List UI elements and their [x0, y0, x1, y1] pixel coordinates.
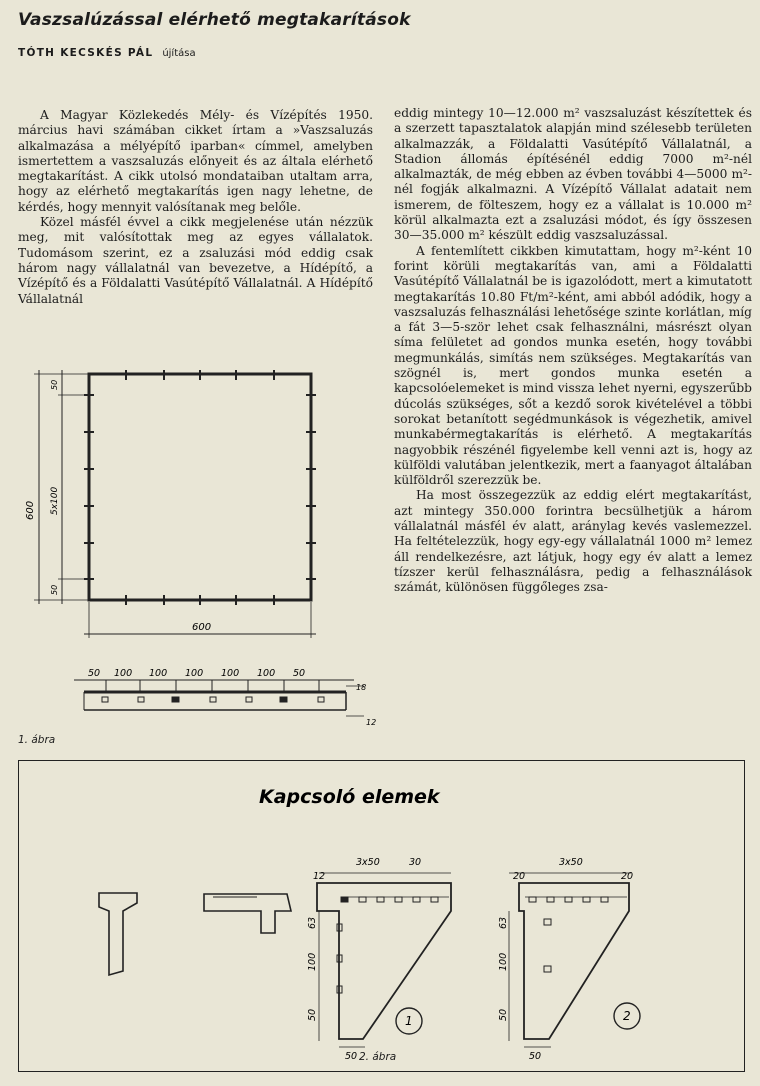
figure-2-caption: 2. ábra [359, 1051, 397, 1063]
left-column [18, 108, 373, 307]
element-number: 1 [405, 1014, 413, 1028]
paragraph: Közel másfél évvel a cikk megjelenése után nézzük meg, mit valósítottak meg az egyes vállalatok. Tudomásom szerint, ez a zsaluzási mód eddig csak három nagy vállalatnál van bevezetve, a Hídépítő, a Vízépítő és a Földalatti Vasútépítő Vállalatnál. A Hídépítő Vállalatnál [18, 215, 373, 306]
element-number: 2 [623, 1009, 631, 1023]
dim-label: 50 [529, 1051, 542, 1062]
strip-label: 50 [293, 668, 306, 679]
connector-element-2 [509, 873, 640, 1047]
strip-label: 100 [149, 668, 168, 679]
dim-width: 600 [192, 622, 212, 633]
paragraph: A Magyar Közlekedés Mély- és Vízépítés 1950. március havi számában cikket írtam a »Vaszsaluzás alkalmazása a mélyépítő iparban« címmel, amelyben ismertettem a vaszsaluzás előnyeit és az általa elérhető megtakarítást. A cikk utolsó mondataiban utaltam arra, hogy az elérhető megtakarítás igen nagy lehetne, de kérdés, hogy mennyit valósítanak meg belőle. [18, 108, 373, 214]
dim-label: 3x50 [559, 857, 583, 868]
dim-inner: 5x100 [50, 486, 60, 515]
article-byline [18, 47, 196, 59]
dim-label: 20 [621, 871, 634, 882]
dim-label: 100 [498, 952, 509, 971]
strip-label: 100 [221, 668, 240, 679]
dim-top: 50 [50, 379, 59, 390]
dim-label: 100 [307, 952, 318, 971]
dim-label: 20 [513, 871, 526, 882]
figure-2-drawing [19, 761, 743, 1070]
dim-label: 50 [498, 1008, 509, 1021]
thickness-bottom: 12 [366, 718, 377, 727]
thickness-top: 18 [356, 683, 367, 692]
article-title: Vaszsalúzással elérhető megtakarítások [18, 10, 411, 30]
panel-outline [89, 374, 311, 600]
strip-label: 50 [88, 668, 101, 679]
strip-label: 100 [257, 668, 276, 679]
strip-label: 100 [114, 668, 133, 679]
figure-2 [18, 760, 745, 1072]
t-element [204, 894, 291, 933]
paragraph: eddig mintegy 10—12.000 m² vaszsaluzást készítettek és a szerzett tapasztalatok alapján mind szélesebb területen alkalmazzák, a Földalatti Vasútépítő Vállalatnál, a Stadion állomás építésénél eddig 7000 m²-nél alkalmazták, de még ebben az évben további 4—5000 m²-nél fogják alkalmazni. A Vízépítő Vállalat adatait nem ismerem, de fölteszem, hogy ez a vállalat is 10.000 m² körül alkalmazta ezt a zsaluzási módot, és így összesen 30—35.000 m² készült eddig vaszsaluzással. [394, 106, 752, 243]
paragraph: A fentemlített cikkben kimutattam, hogy m²-ként 10 forint körüli megtakarítás van, ami a Földalatti Vasútépítő Vállalatnál be is igazolódott, mert a kimutatott megtakarítás 10.80 Ft/m²-ként, ami abból adódik, hogy a vaszsaluzás felhasználási lehetősége szinte korlátlan, míg a fát 3—5-ször lehet csak felhasználni, másrészt olyan síma felületet ad gondos munka esetén, hogy további megmunkálás, simítás nem szükséges. Megtakarítás van szögnél is, mert gondos munka esetén a kapcsolóelemeket is mind vissza lehet nyerni, egyszerűbb dúcolás szükséges, sőt a kezdő sorok kivételével a többi sorokat betanított segédmunkások is végezhetik, amivel munkabérmegtakarítás is elérhető. A megtakarítás nagyobbik részénél figyelembe kell venni azt is, hogy az külföldi valutában jelentkezik, mert a faanyagot általában külföldről szerezzük be. [394, 243, 752, 488]
connector-element-1 [317, 873, 451, 1047]
figure-2-heading: Kapcsoló elemek [259, 786, 440, 808]
paragraph: Ha most összegezzük az eddig elért megtakarítást, azt mintegy 350.000 forintra becsülhetjük a három vállalatnál másfél év alatt, aránylag kevés vaslemezzel. Ha feltételezzük, hogy egy-egy vállalatnál 1000 m² lemez áll rendelkezésre, azt látjuk, hogy egy év alatt a lemez tízszer kerül felhasználásra, pedig a felhasználások számát, különösen függőleges zsa- [394, 488, 752, 595]
dim-label: 50 [345, 1051, 358, 1062]
dim-label: 12 [313, 871, 326, 882]
strip-label: 100 [185, 668, 204, 679]
figure-1 [14, 350, 379, 750]
figure-1-caption: 1. ábra [18, 734, 56, 746]
dim-label: 63 [307, 916, 318, 929]
author-suffix: újítása [162, 48, 196, 59]
dim-label: 30 [409, 857, 422, 868]
dim-label: 3x50 [356, 857, 380, 868]
dim-bottom: 50 [50, 584, 59, 595]
l-element [99, 893, 137, 975]
author-name: TÓTH KECSKÉS PÁL [18, 47, 154, 59]
figure-1-drawing [14, 350, 379, 750]
dim-label: 50 [307, 1008, 318, 1021]
right-column [394, 106, 752, 596]
dim-label: 63 [498, 916, 509, 929]
dim-height: 600 [25, 500, 36, 520]
